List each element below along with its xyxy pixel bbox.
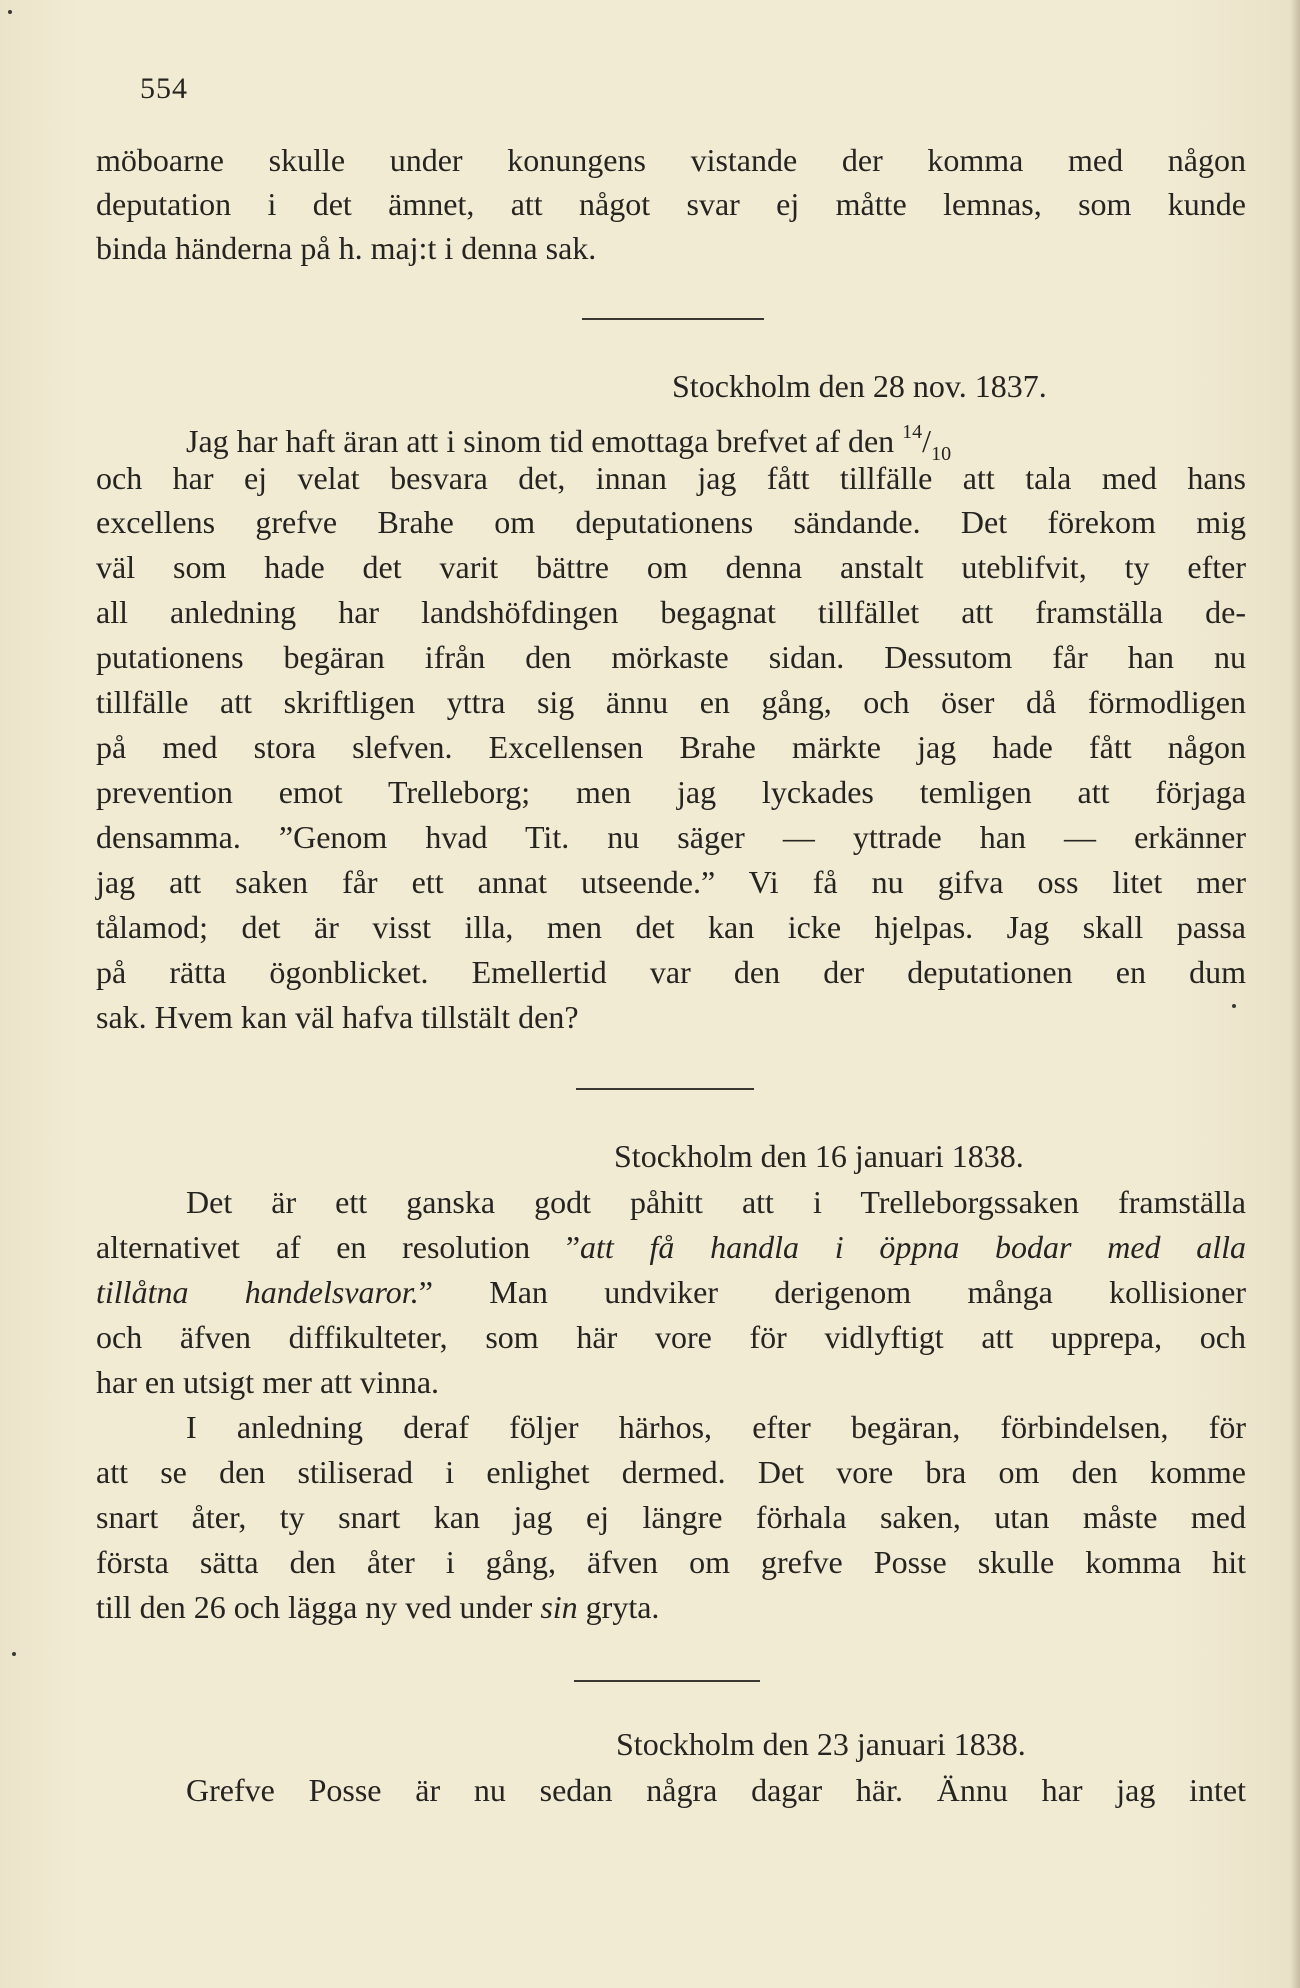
text-line: första sätta den åter i gång, äfven om grefve Posse skulle komma hit [96, 1544, 1246, 1580]
scan-speck [8, 10, 12, 14]
text-line [96, 1225, 1246, 1269]
section-divider [574, 1680, 760, 1682]
date-fraction: $^{14}/_{10}$ [902, 421, 952, 465]
text-line [96, 1270, 1246, 1314]
letter-dateline: Stockholm den 23 januari 1838. [616, 1726, 1026, 1762]
text-line: och äfven diffikulteter, som här vore för vidlyftigt att upprepa, och [96, 1319, 1246, 1355]
text-line: putationens begäran ifrån den mörkaste sidan. Dessutom får han nu [96, 639, 1246, 675]
text-line: excellens grefve Brahe om deputationens sändande. Det förekom mig [96, 504, 1246, 540]
text-line: Grefve Posse är nu sedan några dagar här. Ännu har jag intet [186, 1772, 1246, 1808]
text-span: alternativet af en resolution ” [96, 1229, 581, 1265]
italic-quotation: tillåtna handelsvaror. [96, 1274, 419, 1310]
section-divider [582, 318, 764, 320]
text-line: på rätta ögonblicket. Emellertid var den der deputationen en dum [96, 954, 1246, 990]
text-line [96, 1585, 1246, 1629]
page-edge-shadow [1290, 0, 1300, 1988]
fraction-numerator: 14 [902, 421, 923, 443]
text-line: densamma. ”Genom hvad Tit. nu säger — yttrade han — erkänner [96, 819, 1246, 855]
text-span: gryta. [577, 1589, 660, 1625]
text-line: I anledning deraf följer härhos, efter begäran, förbindelsen, för [186, 1409, 1246, 1445]
italic-quotation: att få handla i öppna bodar med alla [580, 1229, 1247, 1265]
text-span: till den 26 och lägga ny ved under [96, 1589, 541, 1625]
section-divider [576, 1088, 754, 1090]
text-line [186, 410, 1236, 465]
text-line: Det är ett ganska godt påhitt att i Trelleborgssaken framställa [186, 1184, 1246, 1220]
text-line: all anledning har landshöfdingen begagnat tillfället att framställa de- [96, 594, 1246, 630]
page-number: 554 [140, 72, 188, 105]
text-line: jag att saken får ett annat utseende.” Vi få nu gifva oss litet mer [96, 864, 1246, 900]
text-line: tillfälle att skriftligen yttra sig ännu en gång, och öser då förmodligen [96, 684, 1246, 720]
scan-speck [1232, 1004, 1236, 1008]
text-line: har en utsigt mer att vinna. [96, 1364, 440, 1400]
text-line: att se den stiliserad i enlighet dermed. Det vore bra om den komme [96, 1454, 1246, 1490]
text-line: väl som hade det varit bättre om denna anstalt uteblifvit, ty efter [96, 549, 1246, 585]
scan-speck [12, 1652, 16, 1656]
text-line: på med stora slefven. Excellensen Brahe märkte jag hade fått någon [96, 729, 1246, 765]
text-line: möboarne skulle under konungens vistande der komma med någon [96, 142, 1246, 178]
text-line: och har ej velat besvara det, innan jag fått tillfälle att tala med hans [96, 460, 1246, 496]
letter-dateline: Stockholm den 28 nov. 1837. [672, 368, 1047, 404]
text-line: sak. Hvem kan väl hafva tillstält den? [96, 999, 579, 1035]
text-span: ” Man undviker derigenom många kollisioner [418, 1274, 1247, 1310]
letter-first-line-text: Jag har haft äran att i sinom tid emottaga brefvet af den [186, 423, 895, 459]
text-line: binda händerna på h. maj:t i denna sak. [96, 230, 597, 266]
text-line: tålamod; det är visst illa, men det kan icke hjelpas. Jag skall passa [96, 909, 1246, 945]
text-line: snart åter, ty snart kan jag ej längre förhala saken, utan måste med [96, 1499, 1246, 1535]
italic-word: sin [540, 1589, 578, 1625]
text-line: prevention emot Trelleborg; men jag lyckades temligen att förjaga [96, 774, 1246, 810]
text-line: deputation i det ämnet, att något svar ej måtte lemnas, som kunde [96, 186, 1246, 222]
fraction-denominator: 10 [931, 443, 952, 465]
letter-dateline: Stockholm den 16 januari 1838. [614, 1138, 1024, 1174]
